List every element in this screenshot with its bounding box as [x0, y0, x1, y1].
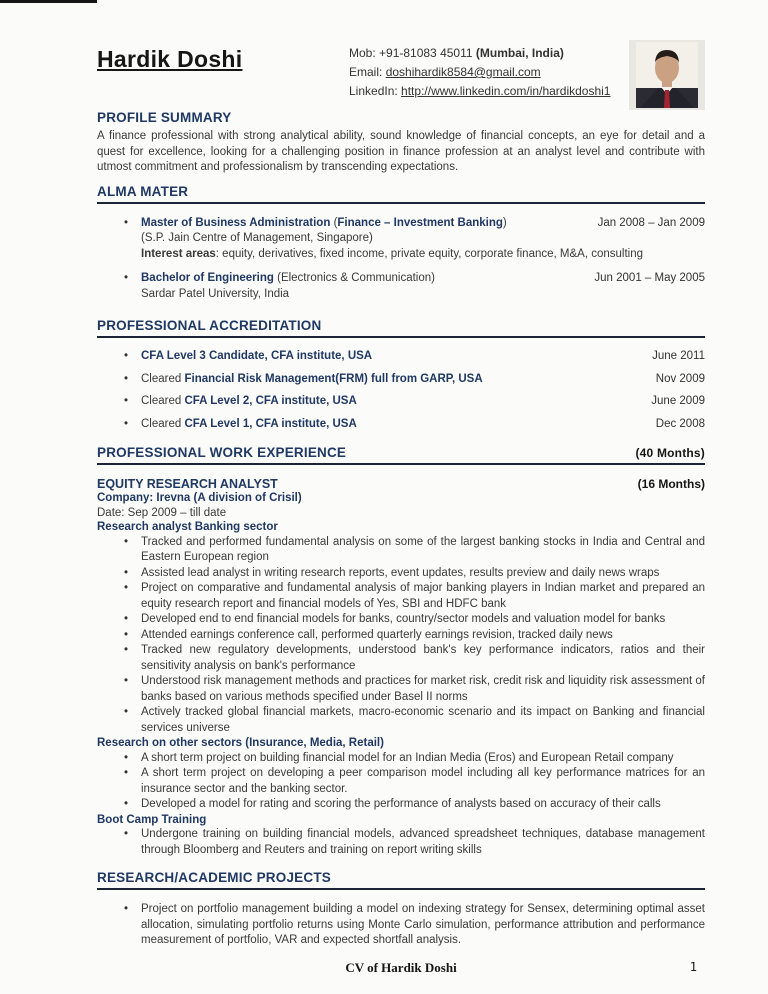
section-heading-work-experience — [97, 445, 705, 460]
company-line: Company: Irevna (A division of Crisil) — [97, 492, 302, 504]
accreditation-date: June 2009 — [651, 395, 705, 407]
accreditation-date: Dec 2008 — [655, 417, 705, 430]
work-bullet: • A short term project on building financial model for an Indian Media (Eros) and European Retail company — [97, 751, 705, 767]
education-list — [97, 216, 705, 303]
project-bullet: • Project on portfolio management building a model on indexing strategy for Sensex, determining optimal asset allocation, simulating portfolio returns using Monte Carlo simulation, performance attribution and performance measurement of portfolio, VAR and expected shortfall analysis. — [97, 902, 705, 949]
profile-summary-text: A finance professional with strong analytical ability, sound knowledge of financial concepts, an eye for detail and a quest for excellence, looking for a challenging position in finance profession at an analyst level and contribute with utmost commitment and professionalism by transcending expectations. — [97, 130, 705, 173]
work-bullet: • Developed end to end financial models for banks, country/sector models and valuation model for banks — [97, 612, 705, 628]
subheading-banking-sector: Research analyst Banking sector — [97, 521, 278, 533]
accreditation-text: • CFA Level 3 Candidate, CFA institute, USA — [141, 350, 373, 362]
other-sectors-bullet-list — [97, 751, 705, 813]
education-school: (S.P. Jain Centre of Management, Singapore) — [141, 232, 373, 244]
cv-header — [97, 40, 705, 110]
section-title: PROFESSIONAL ACCREDITATION — [97, 318, 322, 333]
section-title: RESEARCH/ACADEMIC PROJECTS — [97, 870, 331, 885]
education-title: • Bachelor of Engineering (Electronics & Communication) — [141, 272, 435, 284]
subheading-boot-camp: Boot Camp Training — [97, 813, 207, 826]
section-heading-profile-summary — [97, 110, 705, 125]
accreditation-item — [97, 417, 705, 433]
education-title: • Master of Business Administration (Finance – Investment Banking) — [141, 216, 507, 229]
accreditation-item — [97, 349, 705, 365]
candidate-name: Hardik Doshi — [97, 46, 243, 72]
portrait-photo-graphic — [636, 42, 698, 108]
section-divider — [97, 336, 705, 338]
subheading-other-sectors: Research on other sectors (Insurance, Media, Retail) — [97, 737, 384, 749]
section-title: PROFILE SUMMARY — [97, 110, 232, 125]
page-footer — [97, 959, 705, 977]
projects-bullet-list — [97, 902, 705, 949]
section-divider — [97, 888, 705, 890]
section-title: PROFESSIONAL WORK EXPERIENCE — [97, 445, 347, 460]
section-heading-accreditation — [97, 318, 705, 333]
work-bullet: • Developed a model for rating and scoring the performance of analysts based on accuracy of their calls — [97, 797, 705, 813]
job-date-line: Date: Sep 2009 – till date — [97, 506, 227, 519]
accreditation-row — [141, 394, 705, 410]
accreditation-row — [141, 417, 705, 433]
accreditation-date: June 2011 — [652, 350, 705, 362]
education-date: Jan 2008 – Jan 2009 — [597, 216, 705, 229]
section-divider — [97, 463, 705, 465]
education-item-mba — [97, 216, 705, 263]
accreditation-date: Nov 2009 — [655, 372, 705, 385]
accreditation-text: • Cleared CFA Level 1, CFA institute, USA — [141, 417, 357, 430]
job-months-badge: (16 Months) — [637, 477, 705, 491]
contact-block — [349, 40, 629, 101]
education-school: Sardar Patel University, India — [141, 287, 290, 300]
footer-title: CV of Hardik Doshi — [345, 959, 457, 975]
total-months-badge: (40 Months) — [635, 446, 705, 460]
work-bullet: • Project on comparative and fundamental analysis of major banking players in Indian market and prepared an equity research report and financial models of Yes, SBI and HDFC bank — [97, 581, 705, 612]
education-interest-areas: Interest areas: equity, derivatives, fixed income, private equity, corporate finance, M&A, consulting — [141, 247, 643, 260]
mobile-line: Mob: +91-81083 45011 (Mumbai, India) — [349, 46, 564, 60]
section-heading-projects — [97, 870, 705, 885]
boot-camp-bullet-list — [97, 827, 705, 858]
job-title-row — [97, 477, 705, 491]
education-item-be — [97, 271, 705, 302]
email-line[interactable]: Email: doshihardik8584@gmail.com — [349, 65, 541, 79]
accreditation-row — [141, 349, 705, 365]
linkedin-line[interactable]: LinkedIn: http://www.linkedin.com/in/hardikdoshi1 — [349, 84, 611, 98]
section-heading-alma-mater — [97, 184, 705, 199]
page-number: 1 — [689, 959, 697, 974]
work-bullet: • A short term project on developing a peer comparison model including all key performance matrices for an insurance sector and the banking sector. — [97, 766, 705, 797]
work-bullet: • Assisted lead analyst in writing research reports, event updates, results preview and daily news wraps — [97, 566, 705, 582]
accreditation-text: • Cleared CFA Level 2, CFA institute, USA — [141, 395, 357, 407]
work-bullet: • Undergone training on building financial models, advanced spreadsheet techniques, database management through Bloomberg and Reuters and training on report writing skills — [97, 827, 705, 858]
education-title-row — [141, 216, 705, 232]
work-bullet: • Understood risk management methods and practices for market risk, credit risk and liquidity risk assessment of banks based on various methods specified under Basel II norms — [97, 674, 705, 705]
section-title: ALMA MATER — [97, 183, 189, 199]
portrait-photo — [629, 40, 705, 110]
accreditation-item — [97, 394, 705, 410]
accreditation-item — [97, 372, 705, 388]
accreditation-list — [97, 349, 705, 432]
section-divider — [97, 202, 705, 204]
education-title-row — [141, 271, 705, 287]
accreditation-text: • Cleared Financial Risk Management(FRM) full from GARP, USA — [141, 372, 483, 385]
banking-bullet-list — [97, 535, 705, 737]
image-edge-artifact — [0, 0, 97, 3]
job-title: EQUITY RESEARCH ANALYST — [97, 477, 278, 491]
work-bullet: • Tracked and performed fundamental analysis on some of the largest banking stocks in India and Central and Eastern European region — [97, 535, 705, 566]
work-bullet: • Attended earnings conference call, performed quarterly earnings revision, tracked daily news — [97, 628, 705, 644]
education-date: Jun 2001 – May 2005 — [594, 272, 705, 284]
accreditation-row — [141, 372, 705, 388]
work-bullet: • Tracked new regulatory developments, understood bank's key performance indicators, ratios and their sensitivity analysis on bank's performance — [97, 643, 705, 674]
work-bullet: • Actively tracked global financial markets, macro-economic scenario and its impact on Banking and financial services universe — [97, 705, 705, 736]
